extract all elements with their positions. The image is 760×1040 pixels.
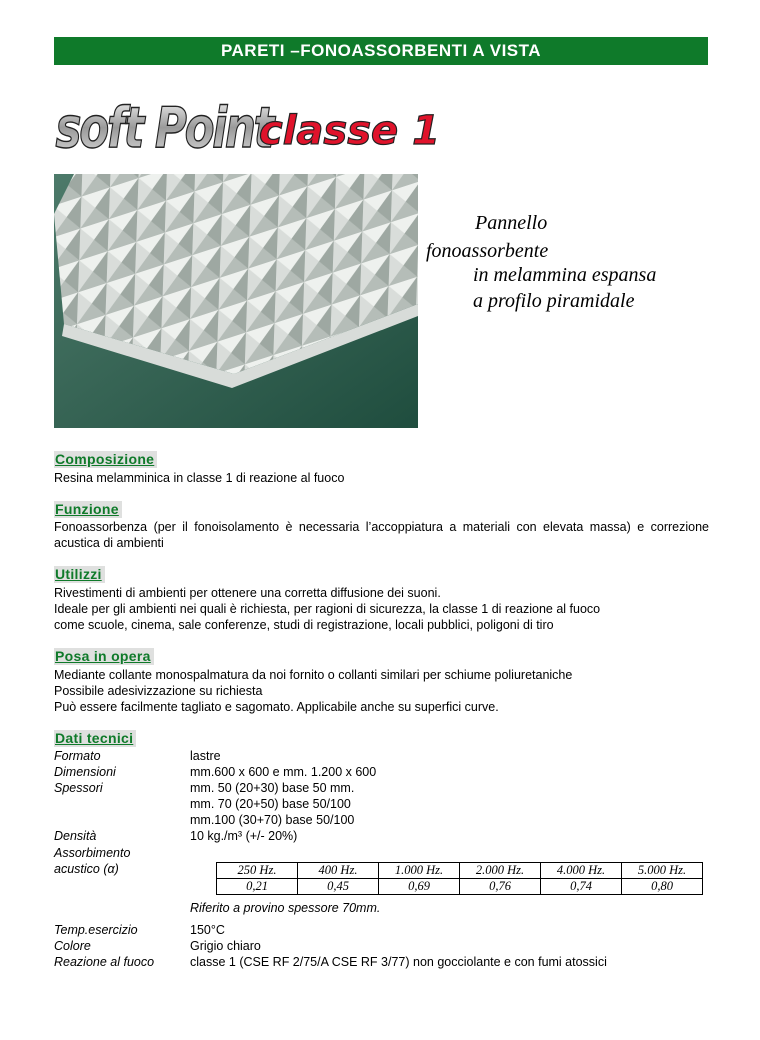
assorbimento-label-2: acustico (α) — [54, 862, 119, 876]
svg-text:soft Point: soft Point — [55, 94, 273, 161]
densita-label: Densità — [54, 829, 97, 843]
utilizzi-heading: Utilizzi — [54, 566, 105, 583]
temp-label: Temp.esercizio — [54, 923, 138, 937]
temp-value: 150°C — [190, 923, 225, 937]
densita-value: 10 kg./m³ (+/- 20%) — [190, 829, 298, 843]
tagline-line-4: a profilo piramidale — [473, 290, 635, 312]
soft-point-logo — [54, 92, 440, 162]
freq-cell: 1.000 Hz. — [379, 863, 460, 879]
table-row-values — [217, 879, 703, 895]
value-cell: 0,76 — [460, 879, 541, 895]
reazione-value: classe 1 (CSE RF 2/75/A CSE RF 3/77) non gocciolante e con fumi atossici — [190, 955, 607, 969]
product-photo — [54, 174, 418, 428]
reazione-label: Reazione al fuoco — [54, 955, 155, 969]
value-cell: 0,21 — [217, 879, 298, 895]
freq-cell: 2.000 Hz. — [460, 863, 541, 879]
value-cell: 0,74 — [541, 879, 622, 895]
table-row-frequencies — [217, 863, 703, 879]
dati-tecnici-heading: Dati tecnici — [54, 730, 136, 747]
freq-cell: 250 Hz. — [217, 863, 298, 879]
spessori-value-3: mm.100 (30+70) base 50/100 — [190, 813, 355, 827]
formato-value: lastre — [190, 749, 221, 763]
posa-line-1: Mediante collante monospalmatura da noi fornito o collanti similari per schiume poliuretaniche — [54, 668, 573, 682]
riferito-note: Riferito a provino spessore 70mm. — [190, 901, 381, 915]
dimensioni-label: Dimensioni — [54, 765, 116, 779]
formato-label: Formato — [54, 749, 101, 763]
composizione-text: Resina melamminica in classe 1 di reazione al fuoco — [54, 471, 345, 485]
dimensioni-value: mm.600 x 600 e mm. 1.200 x 600 — [190, 765, 377, 779]
tagline-line-2: fonoassorbente — [426, 240, 549, 262]
funzione-text: Fonoassorbenza (per il fonoisolamento è necessaria l’accoppiatura a materiali con elevata massa) e correzione acustica di ambienti — [54, 520, 709, 550]
svg-text:classe 1: classe 1 — [259, 108, 440, 154]
posa-heading: Posa in opera — [54, 648, 154, 665]
composizione-heading: Composizione — [54, 451, 157, 468]
freq-cell: 5.000 Hz. — [622, 863, 703, 879]
assorbimento-label-1: Assorbimento — [54, 846, 131, 860]
utilizzi-line-1: Rivestimenti di ambienti per ottenere una corretta diffusione dei suoni. — [54, 586, 441, 600]
value-cell: 0,80 — [622, 879, 703, 895]
funzione-heading: Funzione — [54, 501, 122, 518]
freq-cell: 400 Hz. — [298, 863, 379, 879]
tagline-line-1: Pannello — [475, 212, 548, 234]
value-cell: 0,45 — [298, 879, 379, 895]
value-cell: 0,69 — [379, 879, 460, 895]
tagline-line-3: in melammina espansa — [473, 264, 657, 286]
spessori-label: Spessori — [54, 781, 103, 795]
posa-line-3: Può essere facilmente tagliato e sagomato. Applicabile anche su superfici curve. — [54, 700, 499, 714]
colore-label: Colore — [54, 939, 91, 953]
freq-cell: 4.000 Hz. — [541, 863, 622, 879]
utilizzi-line-3: come scuole, cinema, sale conferenze, studi di registrazione, locali pubblici, poligoni di tiro — [54, 618, 554, 632]
utilizzi-line-2: Ideale per gli ambienti nei quali è richiesta, per ragioni di sicurezza, la classe 1 di reazione al fuoco — [54, 602, 601, 616]
spessori-value-1: mm. 50 (20+30) base 50 mm. — [190, 781, 355, 795]
spessori-value-2: mm. 70 (20+50) base 50/100 — [190, 797, 351, 811]
posa-line-2: Possibile adesivizzazione su richiesta — [54, 684, 263, 698]
page-title-banner: PARETI –FONOASSORBENTI A VISTA — [54, 37, 708, 65]
colore-value: Grigio chiaro — [190, 939, 261, 953]
absorption-table — [216, 862, 703, 895]
